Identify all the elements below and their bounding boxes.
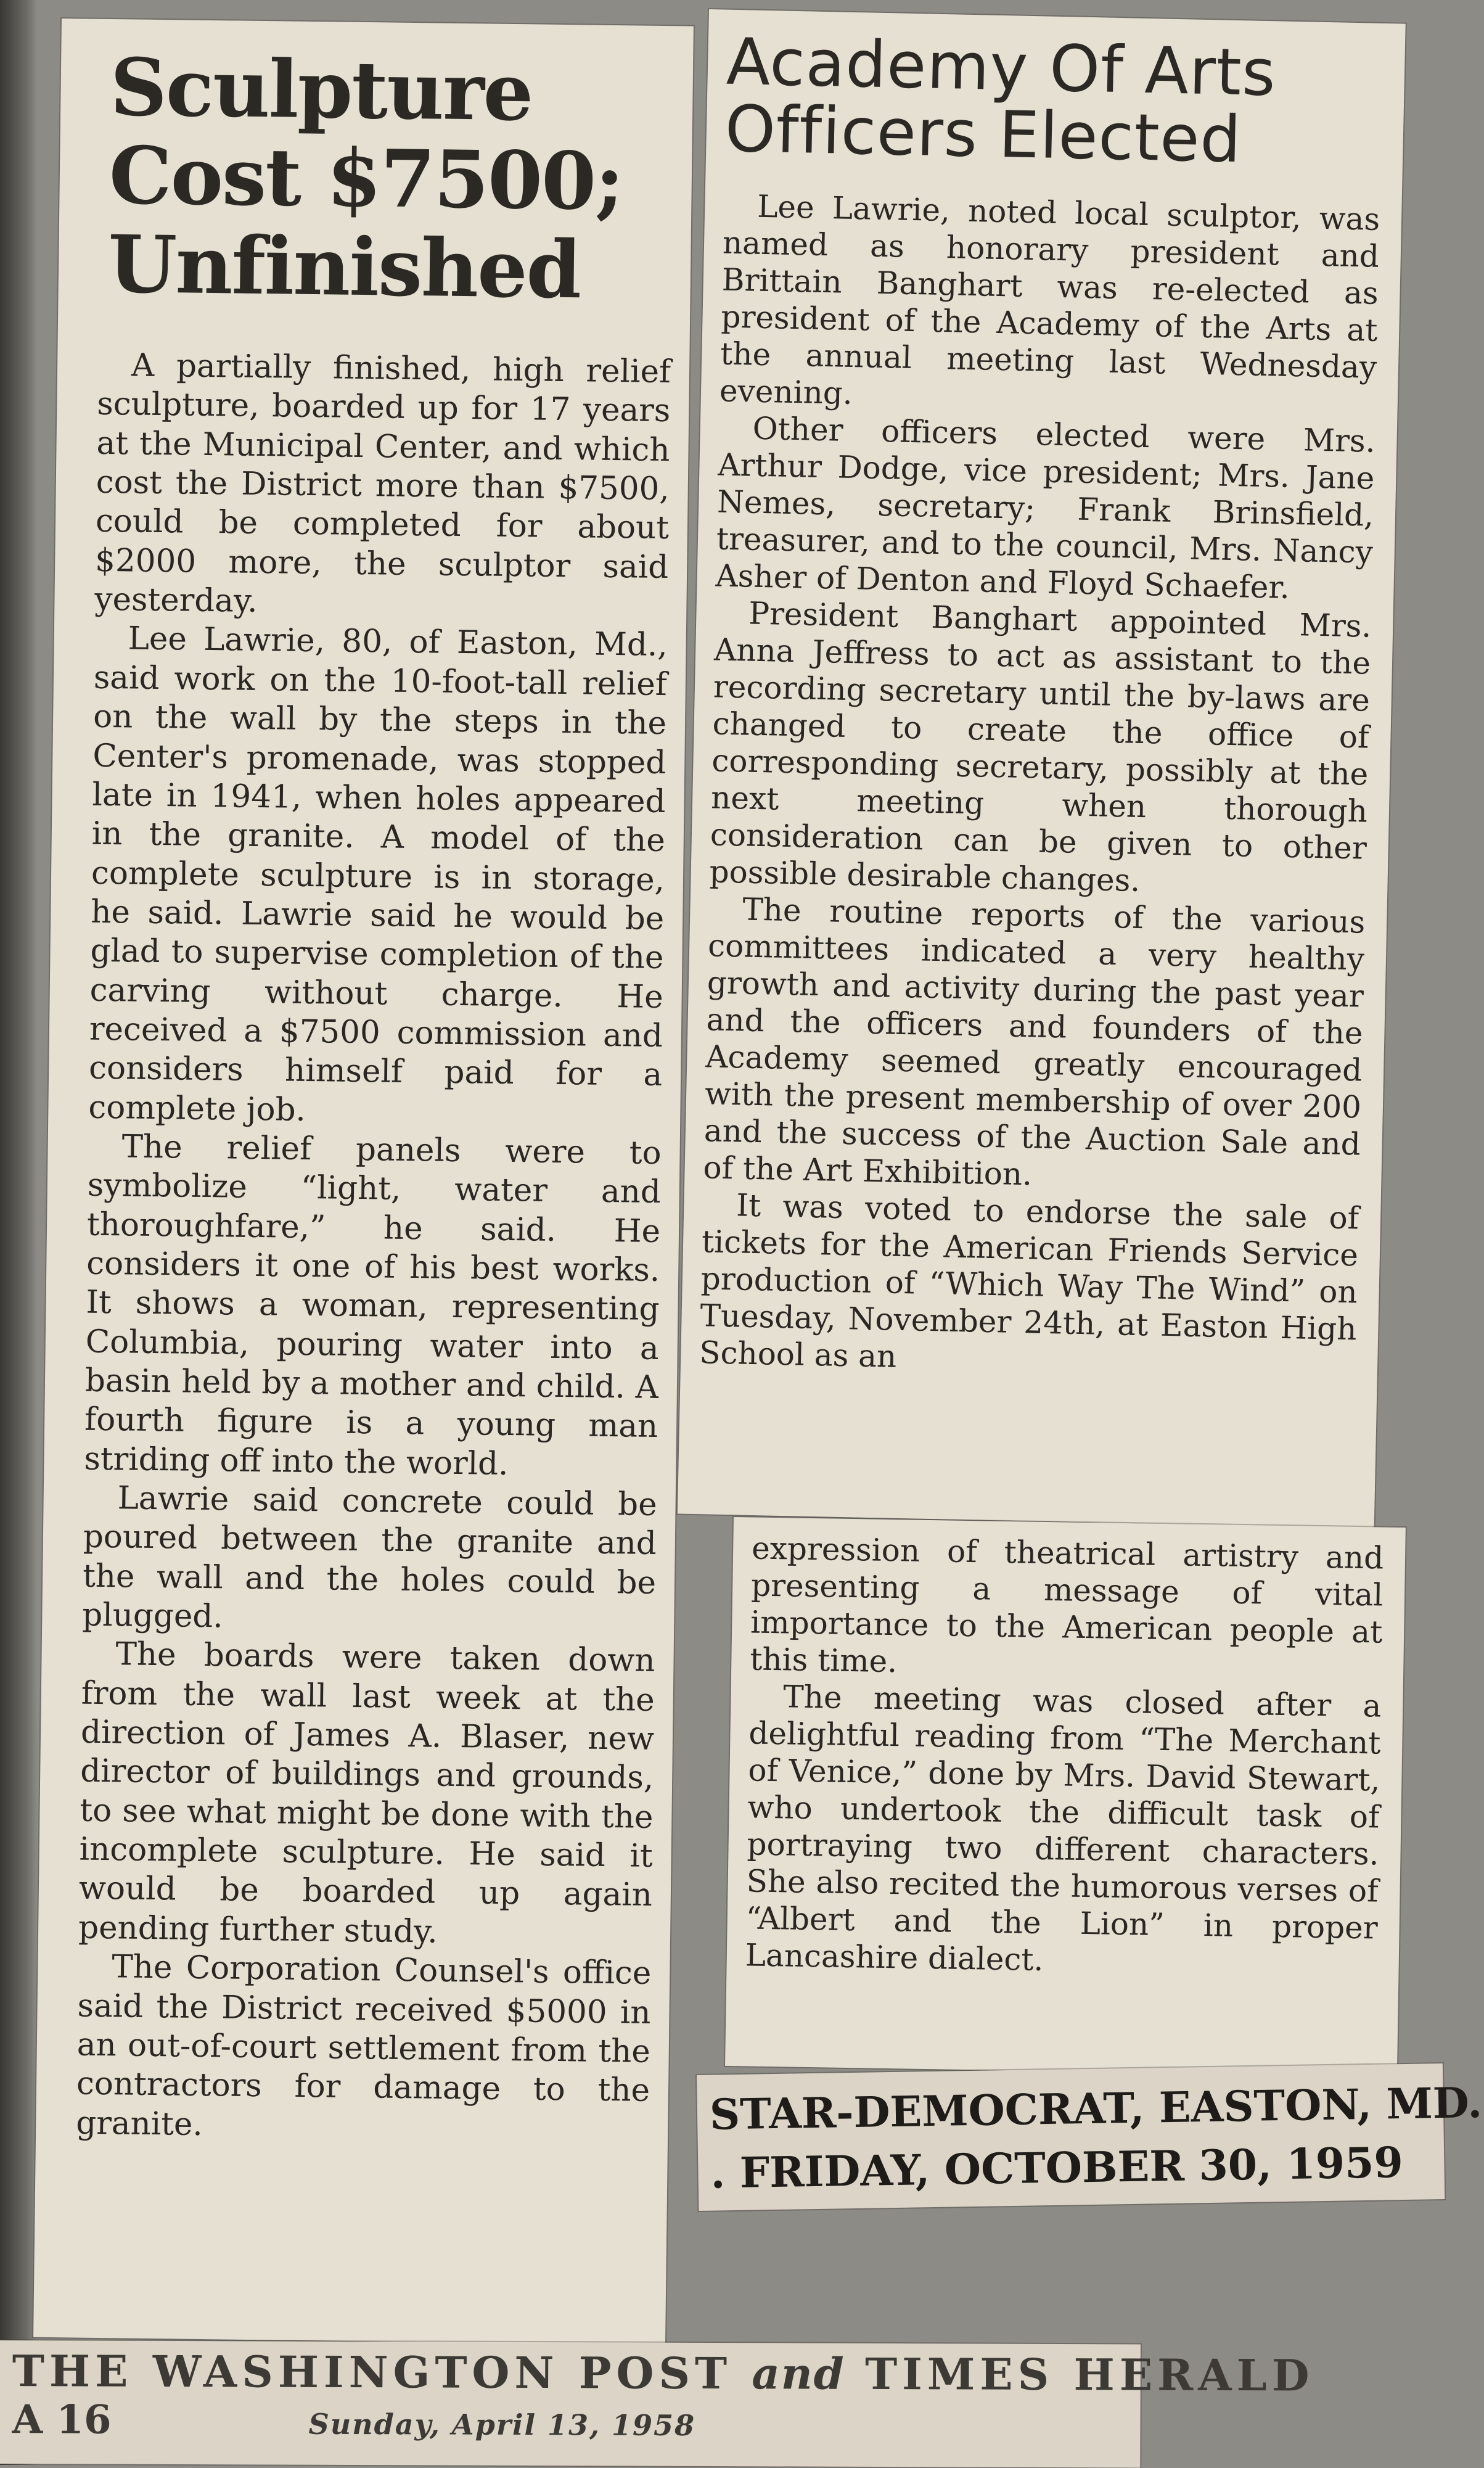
dateline-page-row: [12, 2396, 1128, 2446]
left-headline: [107, 41, 668, 317]
left-headline-line: Sculpture: [109, 41, 533, 139]
dateline-date: . FRIDAY, OCTOBER 30, 1959: [710, 2138, 1404, 2199]
left-paragraph: A partially finished, high relief sculpture, boarded up for 17 years at the Municipal Center, and which cost the District more than $7500, could be completed for about $2000 more, the sculptor said yesterday.: [94, 347, 671, 620]
dateline-paper-part1: THE WASHINGTON POST: [12, 2345, 732, 2400]
right-paragraph: Other officers elected were Mrs. Arthur Dodge, vice president; Mrs. Jane Nemes, secretary; Frank Brinsfield, treasurer, and to the council, Mrs. Nancy Asher of Denton and Floyd Schaefer.: [715, 411, 1376, 606]
left-paragraph: The boards were taken down from the wall last week at the direction of James A. Blaser, new director of buildings and grounds, to see what might be done with the incomplete sculpture. He said it would be boarded up again pending further study.: [78, 1635, 655, 1951]
left-paragraph: Lee Lawrie, 80, of Easton, Md., said work on the 10-foot-tall relief on the wall by the steps in the Center's promenade, was stopped late in 1941, when holes appeared in the granite. A model of the complete sculpture is in storage, he said. Lawrie said he would be glad to supervise completion of the carving without charge. He received a $7500 commission and considers himself paid for a complete job.: [88, 620, 668, 1129]
right-paragraph: It was voted to endorse the sale of tickets for the American Friends Service production of “Which Way The Wind” on Tuesday, November 24th, at Easton High School as an: [699, 1187, 1359, 1375]
right-paragraph: Lee Lawrie, noted local sculptor, was named as honorary president and Brittain Banghart was re-elected as president of the Academy of the Arts at the annual meeting last Wednesday evening.: [719, 189, 1380, 412]
left-article-body: [36, 345, 690, 2150]
dateline-page-number: A 16: [12, 2396, 112, 2443]
left-clipping: [33, 19, 694, 2345]
left-paragraph: Lawrie said concrete could be poured between the granite and the wall and the holes could be plugged.: [82, 1479, 657, 1635]
star-democrat-dateline: [697, 2063, 1483, 2211]
right-continued-paragraph: The meeting was closed after a delightful reading from “The Merchant of Venice,” done by Mrs. David Stewart, who undertook the difficult task of portraying two different characters. She also recited the humorous verses of “Albert and the Lion” in proper Lancashire dialect.: [745, 1679, 1382, 1978]
dateline-publication: [12, 2345, 1314, 2401]
dateline-paper-and: and: [752, 2348, 845, 2400]
left-paragraph: The Corporation Counsel's office said the District received $5000 in an out-of-court settlement from the contractors for damage to the granite.: [75, 1948, 652, 2143]
right-continued-paragraph: expression of theatrical artistry and presenting a message of vital importance to the American people at this time.: [749, 1530, 1384, 1680]
scrapbook-page-edge: [0, 0, 37, 2465]
right-headline-line: Officers Elected: [724, 91, 1242, 178]
right-headline-line: Academy Of Arts: [725, 23, 1277, 111]
right-paragraph: President Banghart appointed Mrs. Anna Jeffress to act as assistant to the recording secretary until the by-laws are changed to create the office of corresponding secretary, possibly at the next meeting when thorough consideration can be given to other possible desirable changes.: [709, 595, 1372, 899]
washington-post-dateline: [0, 2340, 1314, 2467]
right-clipping-continued: [725, 1517, 1406, 2076]
right-paragraph: The routine reports of the various committees indicated a very healthy growth and activity during the past year and the officers and founders of the Academy seemed greatly encouraged with the present membership of over 200 and the success of the Auction Sale and of the Art Exhibition.: [703, 891, 1366, 1193]
left-headline-line: Unfinished: [107, 218, 581, 317]
right-headline: [724, 23, 1380, 178]
right-article-body: [681, 187, 1402, 1385]
dateline-date: Sunday, April 13, 1958: [308, 2407, 696, 2442]
dateline-paper-part2: TIMES HERALD: [864, 2348, 1314, 2401]
left-paragraph: The relief panels were to symbolize “light, water and thoroughfare,” he said. He considers it one of his best works. It shows a woman, representing Columbia, pouring water into a basin held by a mother and child. A fourth figure is a young man striding off into the world.: [84, 1128, 662, 1483]
right-clipping-top: [678, 9, 1406, 1528]
left-headline-line: Cost $7500;: [108, 130, 624, 229]
right-article-continued-body: [726, 1517, 1405, 1984]
dateline-paper-name: STAR-DEMOCRAT, EASTON, MD.: [709, 2078, 1483, 2140]
